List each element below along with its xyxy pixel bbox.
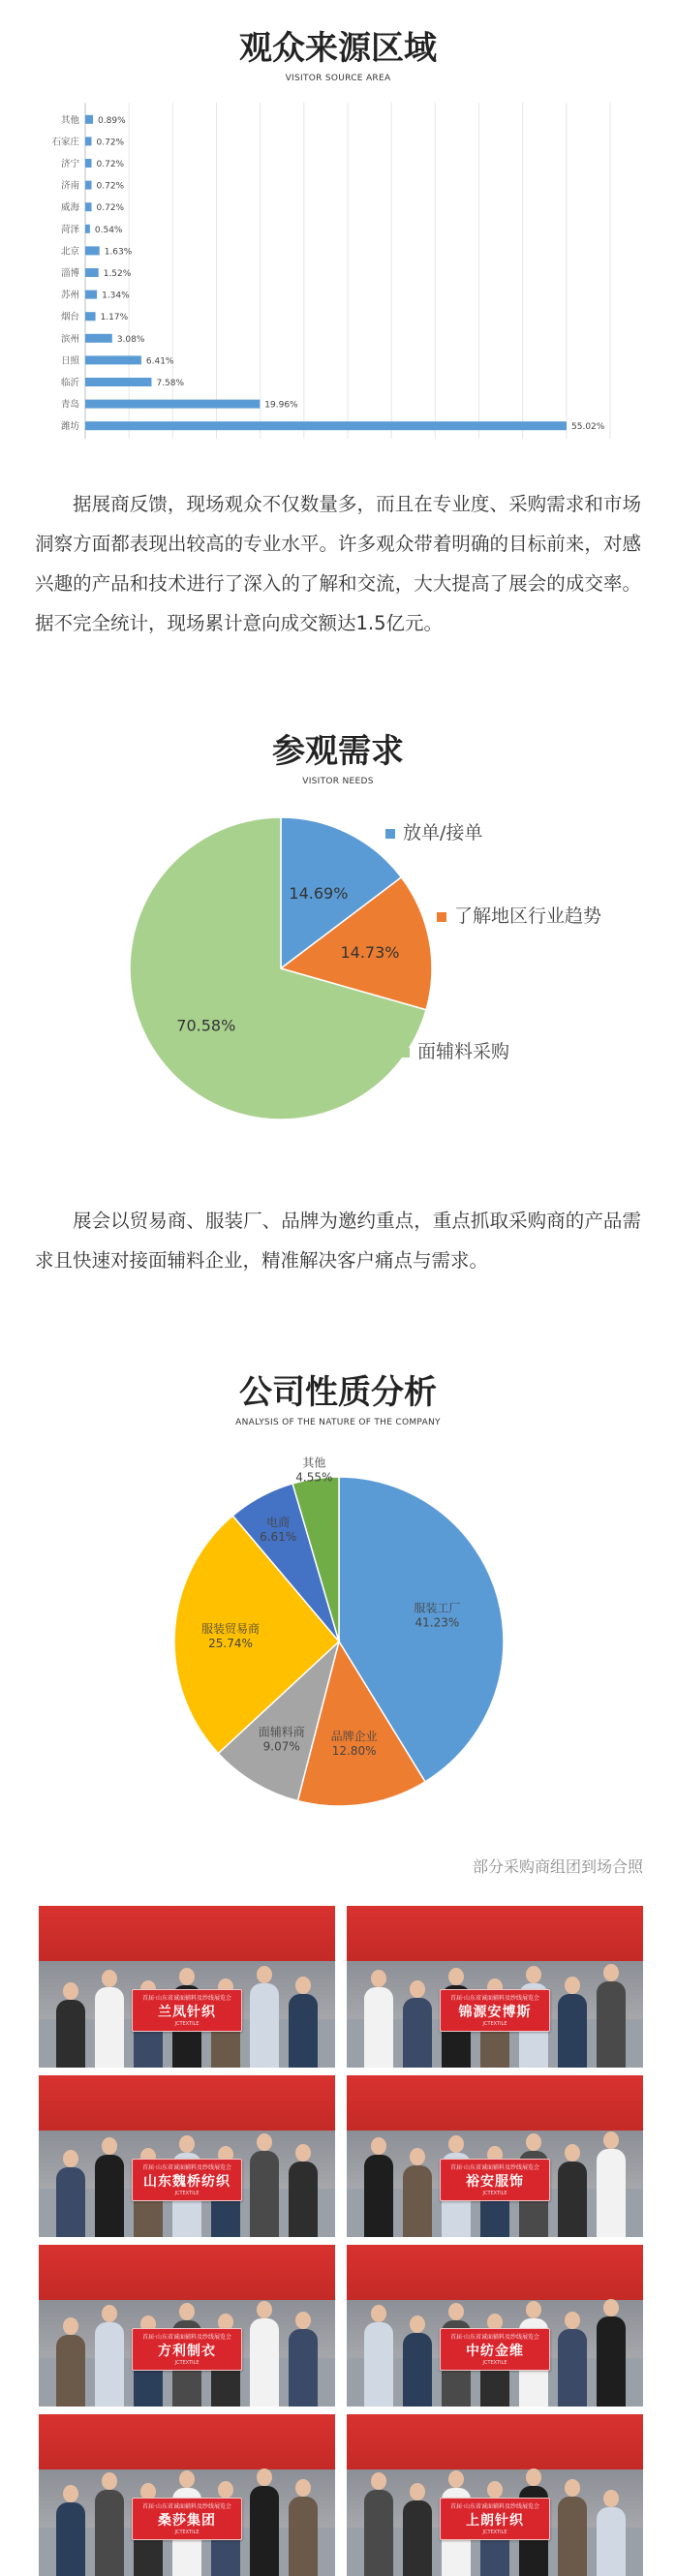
person-figure <box>403 2500 432 2576</box>
person-figure <box>403 1998 432 2068</box>
slice-value-label: 4.55% <box>295 1470 333 1485</box>
person-figure <box>95 2155 124 2237</box>
banner-brand-text: JCTEXTILE <box>174 2360 200 2367</box>
person-figure <box>289 1994 318 2068</box>
legend-label: 放单/接单 <box>403 822 483 843</box>
company-nature-pie-chart <box>0 1443 676 1811</box>
banner-company-name: 锦源安博斯 <box>458 2005 532 2021</box>
banner-event-text: 首届·山东省诚面辅料及纱线展览会 <box>450 2503 539 2511</box>
person-figure <box>95 2322 124 2407</box>
tick-label: 北京 <box>60 246 79 258</box>
bar <box>85 355 141 364</box>
bar <box>85 378 151 386</box>
tick-label: 济宁 <box>60 159 79 169</box>
tick-label: 青岛 <box>60 399 79 411</box>
bar <box>85 268 99 277</box>
bar <box>85 202 92 211</box>
bar <box>85 181 92 190</box>
person-figure <box>95 2490 124 2576</box>
company-banner <box>132 2328 242 2371</box>
slice-category-label: 服装贸易商 <box>201 1622 261 1637</box>
person-figure <box>364 2155 393 2237</box>
person-figure <box>597 2149 626 2237</box>
data-label: 0.72% <box>96 181 125 192</box>
group-photo <box>347 1906 643 2068</box>
slice-value-label: 12.80% <box>331 1744 377 1759</box>
bar <box>85 115 93 124</box>
company-banner <box>132 2498 242 2540</box>
group-photo <box>39 2414 335 2576</box>
data-label: 0.72% <box>96 138 125 148</box>
company-subtitle: ANALYSIS OF THE NATURE OF THE COMPANY <box>235 1418 441 1427</box>
slice-category-label: 电商 <box>266 1516 291 1530</box>
data-label: 3.08% <box>116 334 145 345</box>
slice-value-label: 14.73% <box>340 942 400 962</box>
bar <box>85 246 100 255</box>
slice-category-label: 服装工厂 <box>414 1601 461 1615</box>
visitor-needs-pie-chart <box>0 794 676 1143</box>
banner-event-text: 首届·山东省诚面辅料及纱线展览会 <box>142 2164 231 2172</box>
person-figure <box>250 2318 279 2407</box>
bar <box>85 312 96 321</box>
tick-label: 滨州 <box>60 333 79 345</box>
banner-brand-text: JCTEXTILE <box>174 2530 200 2536</box>
banner-event-text: 首届·山东省诚面辅料及纱线展览会 <box>142 2334 231 2342</box>
tick-label: 石家庄 <box>51 137 79 148</box>
legend-label: 了解地区行业趋势 <box>454 905 602 927</box>
person-figure <box>289 2162 318 2237</box>
data-label: 19.96% <box>264 400 298 411</box>
slice-value-label: 6.61% <box>260 1530 297 1545</box>
person-figure <box>95 1987 124 2068</box>
slice-value-label: 25.74% <box>208 1637 253 1651</box>
needs-subtitle: VISITOR NEEDS <box>302 777 374 786</box>
banner-company-name: 桑莎集团 <box>157 2513 216 2530</box>
legend-label: 面辅料采购 <box>417 1041 510 1062</box>
banner-company-name: 兰凤针织 <box>157 2005 216 2021</box>
tick-label: 其他 <box>60 114 79 126</box>
group-photo <box>39 2075 335 2237</box>
person-figure <box>56 2335 85 2407</box>
slice-value-label: 9.07% <box>262 1739 300 1754</box>
source-subtitle: VISITOR SOURCE AREA <box>285 74 391 83</box>
banner-brand-text: JCTEXTILE <box>174 2021 200 2028</box>
tick-label: 济南 <box>60 180 79 192</box>
bar <box>85 159 92 168</box>
tick-label: 烟台 <box>60 312 79 323</box>
group-photo <box>347 2245 643 2407</box>
needs-title: 参观需求 <box>272 732 404 771</box>
slice-category-label: 其他 <box>302 1456 326 1470</box>
person-figure <box>56 2167 85 2237</box>
person-figure <box>403 2333 432 2407</box>
data-label: 7.58% <box>156 379 185 388</box>
data-label: 1.52% <box>103 269 132 279</box>
data-label: 1.17% <box>100 313 129 323</box>
tick-label: 潍坊 <box>60 421 79 433</box>
banner-brand-text: JCTEXTILE <box>174 2191 200 2197</box>
data-label: 0.54% <box>94 225 123 235</box>
data-label: 0.72% <box>96 203 125 214</box>
data-label: 0.72% <box>96 160 125 169</box>
data-label: 1.63% <box>104 247 133 258</box>
source-title: 观众来源区域 <box>239 29 437 68</box>
tick-label: 威海 <box>60 202 79 214</box>
data-label: 55.02% <box>571 422 605 433</box>
person-figure <box>250 1983 279 2068</box>
banner-company-name: 山东魏桥纺织 <box>142 2174 230 2191</box>
legend-swatch <box>400 1048 410 1058</box>
person-figure <box>289 2329 318 2407</box>
visitor-source-bar-chart <box>0 93 676 442</box>
slice-value-label: 70.58% <box>176 1016 236 1035</box>
tick-label: 苏州 <box>60 290 79 301</box>
bar <box>85 334 112 343</box>
paragraph-invitation: 展会以贸易商、服装厂、品牌为邀约重点，重点抓取采购商的产品需求且快速对接面辅料企业，精准解决客户痛点与需求。 <box>35 1210 641 1272</box>
slice-value-label: 41.23% <box>415 1615 460 1630</box>
bar <box>85 421 567 430</box>
group-photo <box>39 1906 335 2068</box>
company-banner <box>440 2498 550 2540</box>
bar <box>85 400 260 409</box>
person-figure <box>56 2502 85 2576</box>
group-photo <box>347 2414 643 2576</box>
paragraph-feedback: 据展商反馈，现场观众不仅数量多，而且在专业度、采购需求和市场洞察方面都表现出较高的专业水平。许多观众带着明确的目标前来，对感兴趣的产品和技术进行了深入的了解和交流，大大提高了展会的成交率。据不完全统计，现场累计意向成交额达1.5亿元。 <box>35 493 641 634</box>
person-figure <box>364 1987 393 2068</box>
bar <box>85 225 90 233</box>
company-title: 公司性质分析 <box>239 1373 437 1412</box>
banner-company-name: 上朗针织 <box>465 2513 524 2530</box>
person-figure <box>558 2329 587 2407</box>
slice-value-label: 14.69% <box>289 883 349 903</box>
banner-brand-text: JCTEXTILE <box>482 2360 507 2367</box>
company-banner <box>440 1989 550 2032</box>
tick-label: 日照 <box>60 355 79 367</box>
bar <box>85 137 92 145</box>
person-figure <box>558 1994 587 2068</box>
banner-brand-text: JCTEXTILE <box>482 2021 507 2028</box>
tick-label: 菏泽 <box>60 224 79 235</box>
bar <box>85 291 97 299</box>
company-banner <box>132 1989 242 2032</box>
person-figure <box>250 2151 279 2237</box>
tick-label: 淄博 <box>60 268 79 279</box>
banner-company-name: 中纺金维 <box>465 2344 524 2360</box>
person-figure <box>597 2316 626 2407</box>
company-banner <box>440 2328 550 2371</box>
person-figure <box>364 2490 393 2576</box>
banner-event-text: 首届·山东省诚面辅料及纱线展览会 <box>142 2503 231 2511</box>
person-figure <box>250 2486 279 2576</box>
banner-event-text: 首届·山东省诚面辅料及纱线展览会 <box>450 2164 539 2172</box>
data-label: 1.34% <box>102 291 130 301</box>
data-label: 6.41% <box>145 356 174 367</box>
tick-label: 临沂 <box>60 378 79 388</box>
person-figure <box>364 2322 393 2407</box>
banner-brand-text: JCTEXTILE <box>482 2530 507 2536</box>
company-banner <box>440 2159 550 2201</box>
legend-swatch <box>437 912 446 922</box>
slice-category-label: 品牌企业 <box>330 1730 378 1744</box>
legend-swatch <box>385 829 395 839</box>
person-figure <box>597 2507 626 2576</box>
banner-event-text: 首届·山东省诚面辅料及纱线展览会 <box>142 1995 231 2003</box>
group-photo <box>39 2245 335 2407</box>
person-figure <box>597 1981 626 2068</box>
group-photo <box>347 2075 643 2237</box>
person-figure <box>403 2165 432 2237</box>
slice-category-label: 面辅料商 <box>258 1725 305 1739</box>
data-label: 0.89% <box>98 115 126 126</box>
banner-event-text: 首届·山东省诚面辅料及纱线展览会 <box>450 2334 539 2342</box>
banner-company-name: 裕安服饰 <box>465 2174 524 2191</box>
banner-company-name: 方利制衣 <box>157 2344 216 2360</box>
photos-caption: 部分采购商组团到场合照 <box>472 1857 643 1876</box>
banner-brand-text: JCTEXTILE <box>482 2191 507 2197</box>
banner-event-text: 首届·山东省诚面辅料及纱线展览会 <box>450 1995 539 2003</box>
company-banner <box>132 2159 242 2201</box>
person-figure <box>56 2000 85 2068</box>
person-figure <box>558 2162 587 2237</box>
